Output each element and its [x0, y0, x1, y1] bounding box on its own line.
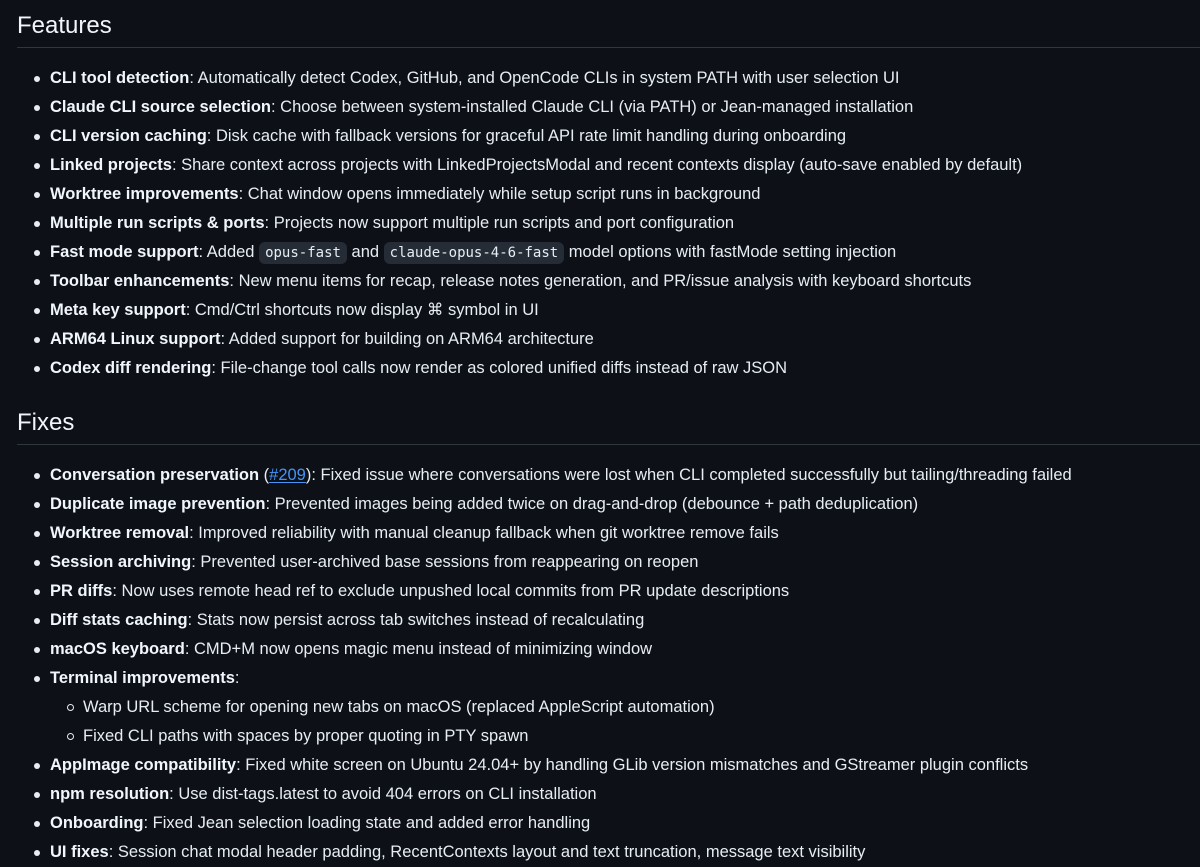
sub-list-item [0, 693, 1072, 722]
item-description: : Automatically detect Codex, GitHub, and OpenCode CLIs in system PATH with user selection UI [189, 69, 900, 87]
item-description: : Projects now support multiple run scripts and port configuration [264, 214, 735, 232]
list-item [0, 577, 1072, 606]
item-description: ): Fixed issue where conversations were lost when CLI completed successfully but tailing/threading failed [305, 466, 1072, 484]
item-label: PR diffs [50, 582, 113, 600]
item-description: : Fixed white screen on Ubuntu 24.04+ by handling GLib version mismatches and GStreamer plugin conflicts [236, 756, 1029, 774]
list-item [0, 354, 1022, 383]
item-label: Meta key support [50, 301, 186, 319]
bullet-icon [34, 221, 40, 227]
fixes-heading: Fixes [17, 409, 75, 436]
item-description: : Disk cache with fallback versions for graceful API rate limit handling during onboarding [206, 127, 847, 145]
hollow-bullet-icon [67, 733, 74, 740]
item-label: AppImage compatibility [50, 756, 237, 774]
bullet-icon [34, 647, 40, 653]
bullet-icon [34, 473, 40, 479]
list-item [0, 296, 1022, 325]
hollow-bullet-icon [67, 704, 74, 711]
item-label: Codex diff rendering [50, 359, 212, 377]
list-item [0, 238, 1022, 267]
issue-link[interactable]: #209 [269, 466, 306, 484]
bullet-icon [34, 676, 40, 682]
bullet-icon [34, 792, 40, 798]
list-item [0, 209, 1022, 238]
list-item [0, 490, 1072, 519]
bullet-icon [34, 279, 40, 285]
fixes-divider [17, 444, 1200, 445]
bullet-icon [34, 337, 40, 343]
fixes-list [0, 461, 1072, 867]
item-label: ARM64 Linux support [50, 330, 221, 348]
bullet-icon [34, 618, 40, 624]
features-heading: Features [17, 12, 112, 39]
item-description: : Added [198, 243, 260, 261]
bullet-icon [34, 589, 40, 595]
inline-code: claude-opus-4-6-fast [384, 242, 565, 264]
item-label: Duplicate image prevention [50, 495, 266, 513]
list-item [0, 780, 1072, 809]
item-description: model options with fastMode setting injection [564, 243, 897, 261]
features-divider [17, 47, 1200, 48]
inline-code: opus-fast [259, 242, 347, 264]
item-description: : Added support for building on ARM64 architecture [220, 330, 594, 348]
list-item [0, 809, 1072, 838]
item-description: : Stats now persist across tab switches instead of recalculating [187, 611, 645, 629]
item-description: : Cmd/Ctrl shortcuts now display ⌘ symbol in UI [185, 301, 539, 319]
item-label: Multiple run scripts & ports [50, 214, 265, 232]
bullet-icon [34, 105, 40, 111]
item-description: : Chat window opens immediately while setup script runs in background [238, 185, 761, 203]
item-label: Terminal improvements [50, 669, 235, 687]
bullet-icon [34, 192, 40, 198]
item-description: : Prevented user-archived base sessions from reappearing on reopen [191, 553, 699, 571]
features-list [0, 64, 1022, 383]
item-description: : Prevented images being added twice on drag-and-drop (debounce + path deduplication) [265, 495, 919, 513]
bullet-icon [34, 366, 40, 372]
item-description: : Use dist-tags.latest to avoid 404 errors on CLI installation [169, 785, 597, 803]
item-description: : Share context across projects with LinkedProjectsModal and recent contexts display (auto-save enabled by default) [171, 156, 1023, 174]
item-label: UI fixes [50, 843, 109, 861]
item-description: : Session chat modal header padding, RecentContexts layout and text truncation, message text visibility [108, 843, 866, 861]
item-label: macOS keyboard [50, 640, 185, 658]
bullet-icon [34, 763, 40, 769]
list-item [0, 635, 1072, 664]
item-description: ( [259, 466, 270, 484]
list-item [0, 548, 1072, 577]
list-item [0, 64, 1022, 93]
bullet-icon [34, 134, 40, 140]
list-item [0, 461, 1072, 490]
list-item [0, 606, 1072, 635]
item-description: : Now uses remote head ref to exclude unpushed local commits from PR update descriptions [112, 582, 790, 600]
list-item [0, 151, 1022, 180]
item-label: Worktree improvements [50, 185, 239, 203]
bullet-icon [34, 502, 40, 508]
sub-list-item [0, 722, 1072, 751]
sub-item-text: Warp URL scheme for opening new tabs on macOS (replaced AppleScript automation) [83, 698, 715, 716]
item-label: Diff stats caching [50, 611, 188, 629]
bullet-icon [34, 250, 40, 256]
item-label: Worktree removal [50, 524, 190, 542]
item-description: : Improved reliability with manual cleanup fallback when git worktree remove fails [189, 524, 779, 542]
list-item [0, 838, 1072, 867]
item-label: npm resolution [50, 785, 170, 803]
bullet-icon [34, 76, 40, 82]
bullet-icon [34, 560, 40, 566]
list-item [0, 664, 1072, 693]
item-description: : CMD+M now opens magic menu instead of minimizing window [184, 640, 653, 658]
list-item [0, 93, 1022, 122]
list-item [0, 519, 1072, 548]
bullet-icon [34, 850, 40, 856]
bullet-icon [34, 821, 40, 827]
item-label: Onboarding [50, 814, 144, 832]
item-label: Conversation preservation [50, 466, 260, 484]
list-item [0, 180, 1022, 209]
item-label: Claude CLI source selection [50, 98, 271, 116]
item-description: and [346, 243, 384, 261]
bullet-icon [34, 308, 40, 314]
list-item [0, 267, 1022, 296]
sub-item-text: Fixed CLI paths with spaces by proper quoting in PTY spawn [83, 727, 529, 745]
item-description: : Choose between system-installed Claude CLI (via PATH) or Jean-managed installation [270, 98, 914, 116]
item-label: CLI tool detection [50, 69, 190, 87]
item-label: CLI version caching [50, 127, 207, 145]
bullet-icon [34, 163, 40, 169]
item-label: Linked projects [50, 156, 172, 174]
item-description: : New menu items for recap, release notes generation, and PR/issue analysis with keyboard shortcuts [229, 272, 972, 290]
item-label: Toolbar enhancements [50, 272, 230, 290]
item-description: : [234, 669, 240, 687]
item-description: : File-change tool calls now render as colored unified diffs instead of raw JSON [211, 359, 787, 377]
bullet-icon [34, 531, 40, 537]
item-label: Session archiving [50, 553, 192, 571]
list-item [0, 325, 1022, 354]
item-label: Fast mode support [50, 243, 199, 261]
list-item [0, 751, 1072, 780]
list-item [0, 122, 1022, 151]
item-description: : Fixed Jean selection loading state and added error handling [143, 814, 591, 832]
